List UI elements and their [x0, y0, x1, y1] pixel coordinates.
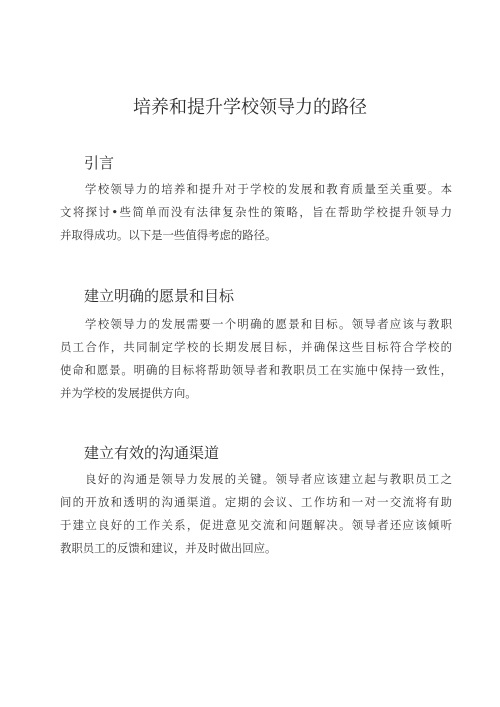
paragraph-line: 并取得成功。以下是一些值得考虑的路径。 — [60, 228, 277, 242]
section-heading-communication: 建立有效的沟通渠道 — [84, 444, 220, 462]
section-heading-vision: 建立明确的愿景和目标 — [84, 287, 235, 305]
section-paragraph-communication — [60, 468, 452, 560]
paragraph-line: 文将探讨•些简单而没有法律复杂性的策略，旨在帮助学校提升领导力 — [60, 205, 452, 219]
paragraph-line: 间的开放和透明的沟通渠道。定期的会议、工作坊和一对一交流将有助 — [60, 495, 452, 509]
paragraph-line: 学校领导力的发展需要一个明确的愿景和目标。领导者应该与教职 — [85, 317, 452, 331]
paragraph-line: 员工合作，共同制定学校的长期发展目标，并确保这些目标符合学校的 — [60, 340, 452, 354]
paragraph-line: 并为学校的发展提供方向。 — [60, 386, 197, 400]
paragraph-line: 于建立良好的工作关系，促进意见交流和问题解决。领导者还应该倾听 — [60, 518, 452, 532]
paragraph-line: 良好的沟通是领导力发展的关键。领导者应该建立起与教职员工之 — [85, 472, 452, 486]
paragraph-line: 使命和愿景。明确的目标将帮助领导者和教职员工在实施中保持一致性， — [60, 363, 452, 377]
paragraph-line: 教职员工的反馈和建议，并及时做出回应。 — [60, 541, 277, 555]
section-heading-intro: 引言 — [84, 154, 115, 172]
paragraph-line: 学校领导力的培养和提升对于学校的发展和教育质量至关重要。本 — [85, 182, 452, 196]
section-paragraph-intro — [60, 178, 452, 247]
section-paragraph-vision — [60, 313, 452, 405]
document-title: 培养和提升学校领导力的路径 — [133, 97, 367, 118]
